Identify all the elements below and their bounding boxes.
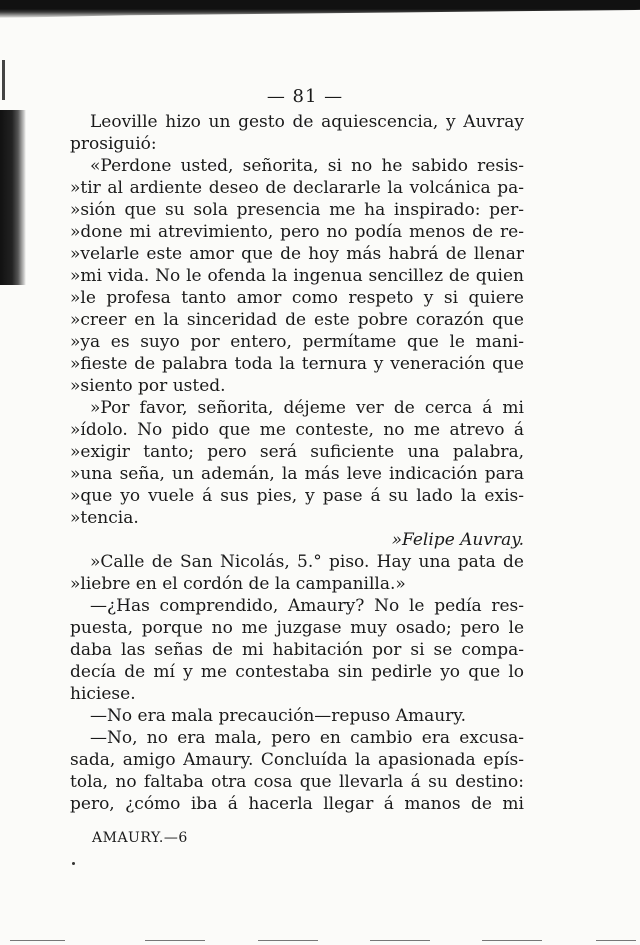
scan-dash	[10, 940, 65, 941]
text-line: »Por favor, señorita, déjeme ver de cerca á mi	[90, 398, 524, 418]
text-line: »que yo vuele á sus pies, y pase á su lado la exis-	[70, 486, 524, 506]
scan-left-edge	[0, 110, 26, 285]
signature-mark: AMAURY.—6	[92, 830, 188, 846]
page-number: — 81 —	[266, 86, 344, 107]
text-line: »una seña, un ademán, la más leve indicación para	[70, 464, 524, 484]
text-line: »siento por usted.	[70, 376, 226, 396]
text-line: »done mi atrevimiento, pero no podía menos de re-	[70, 222, 524, 242]
scan-dash	[258, 940, 318, 941]
text-line: »velarle este amor que de hoy más habrá de llenar	[70, 244, 524, 264]
text-line: »Calle de San Nicolás, 5.° piso. Hay una pata de	[90, 552, 524, 572]
scan-dash	[370, 940, 430, 941]
text-line: »exigir tanto; pero será suficiente una palabra,	[70, 442, 524, 462]
text-line: decía de mí y me contestaba sin pedirle yo que lo	[70, 662, 524, 682]
scan-dash	[596, 940, 636, 941]
text-line: prosiguió:	[70, 134, 157, 154]
text-line: «Perdone usted, señorita, si no he sabido resis-	[90, 156, 524, 176]
text-line: sada, amigo Amaury. Concluída la apasionada epís-	[70, 750, 524, 770]
text-line: »ídolo. No pido que me conteste, no me atrevo á	[70, 420, 524, 440]
ink-dot	[72, 862, 75, 865]
letter-signature: »Felipe Auvray.	[391, 530, 524, 550]
text-line: Leoville hizo un gesto de aquiescencia, y Auvray	[90, 112, 524, 132]
text-line: »mi vida. No le ofenda la ingenua sencillez de quien	[70, 266, 524, 286]
text-line: hiciese.	[70, 684, 136, 704]
text-line: »tir al ardiente deseo de declararle la volcánica pa-	[70, 178, 524, 198]
text-line: —No, no era mala, pero en cambio era excusa-	[90, 728, 524, 748]
text-line: tola, no faltaba otra cosa que llevarla á su destino:	[70, 772, 524, 792]
scan-bottom-edge	[0, 940, 640, 942]
text-line: daba las señas de mi habitación por si se compa-	[70, 640, 524, 660]
text-line: »sión que su sola presencia me ha inspirado: per-	[70, 200, 524, 220]
text-line: —¿Has comprendido, Amaury? No le pedía res-	[90, 596, 524, 616]
scan-dash	[482, 940, 542, 941]
text-line: »liebre en el cordón de la campanilla.»	[70, 574, 406, 594]
text-line: pero, ¿cómo iba á hacerla llegar á manos de mi	[70, 794, 524, 814]
scan-dash	[145, 940, 205, 941]
text-line: »creer en la sinceridad de este pobre corazón que	[70, 310, 524, 330]
page-body	[70, 111, 524, 815]
text-line: »tencia.	[70, 508, 139, 528]
text-line: »le profesa tanto amor como respeto y si quiere	[70, 288, 524, 308]
text-line: puesta, porque no me juzgase muy osado; pero le	[70, 618, 524, 638]
scan-top-edge	[0, 0, 640, 18]
text-line: »fieste de palabra toda la ternura y veneración que	[70, 354, 524, 374]
text-line: —No era mala precaución—repuso Amaury.	[90, 706, 467, 726]
text-line: »ya es suyo por entero, permítame que le mani-	[70, 332, 524, 352]
